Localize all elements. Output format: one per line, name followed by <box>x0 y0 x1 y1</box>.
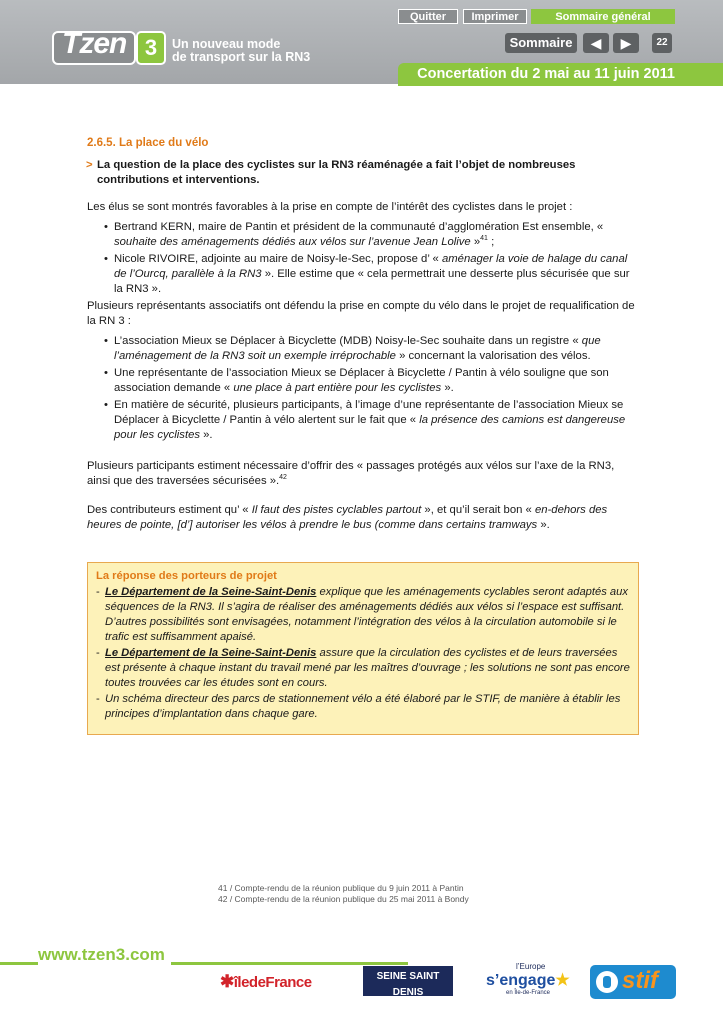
pedestrian-icon <box>596 971 618 993</box>
lead-text: La question de la place des cyclistes sur la RN3 réaménagée a fait l’objet de nombreuses contributions et interventions. <box>97 159 576 186</box>
list-item: - Un schéma directeur des parcs de stationnement vélo a été élaboré par le STIF, de manière à établir les principes d’implantation dans chaque gare. <box>96 693 621 720</box>
eu-star-icon: ★ <box>555 972 570 989</box>
list-item: • L’association Mieux se Déplacer à Bicyclette (MDB) Noisy-le-Sec souhaite dans un registre « que l’aménagement de la RN3 soit un exemple irréprochable » concernant la valorisation des vélos. <box>114 334 639 364</box>
associatifs-list <box>87 334 639 443</box>
chevron-right-icon: > <box>86 159 93 171</box>
footnote-ref: 42 <box>279 474 287 482</box>
sommaire-button[interactable]: Sommaire <box>505 33 577 53</box>
tagline-line-1: Un nouveau mode <box>172 37 281 51</box>
paragraph-contributeurs: Des contributeurs estiment qu’ « Il faut des pistes cyclables partout », et qu’il serait bon « en-dehors des heures de pointe, [d’] autoriser les vélos à prendre le bus (comme dans certains tramways ». <box>87 504 608 531</box>
list-item: - Le Département de la Seine-Saint-Denis assure que la circulation des cyclistes et de leurs traversées est présente à chaque instant du travail mené par les maîtres d’ouvrage ; les solutions ne sont pas encore toutes trouvées car les études sont en cours. <box>96 647 630 689</box>
europe-logo: l’Europe s’engage★ en Île-de-France <box>486 962 570 996</box>
response-box <box>87 562 639 735</box>
elus-list <box>87 220 639 297</box>
list-item: • Une représentante de l’association Mieux se Déplacer à Bicyclette / Pantin à vélo souligne que son association demande « une place à part entière pour les cyclistes ». <box>114 366 639 396</box>
page-number: 22 <box>652 33 672 53</box>
intro-associatifs: Plusieurs représentants associatifs ont défendu la prise en compte du vélo dans le projet de requalification de la RN 3 : <box>87 300 635 327</box>
lead-paragraph <box>87 158 639 188</box>
footnote-41: 41 / Compte-rendu de la réunion publique du 9 juin 2011 à Pantin <box>218 883 464 893</box>
list-item: • Nicole RIVOIRE, adjointe au maire de Noisy-le-Sec, propose d’ « aménager la voie de halage du canal de l’Ourcq, parallèle à la RN3 ». Elle estime que « cela permettrait une desserte plus sécurisée que sur la RN3 ». <box>114 252 639 297</box>
arrow-left-icon: ◀ <box>590 35 602 51</box>
footnote-ref: 41 <box>480 235 488 243</box>
main-content <box>87 136 639 533</box>
ile-de-france-logo: ✱îledeFrance <box>220 972 312 991</box>
paragraph-passages: Plusieurs participants estiment nécessaire d’offrir des « passages protégés aux vélos sur l’axe de la RN3, ainsi que des traversées sécurisées ».$^{42}$ <box>87 460 615 487</box>
tzen-logo-text: Tzen <box>62 27 127 60</box>
tzen-logo-number: 3 <box>136 31 166 65</box>
tagline <box>172 38 310 64</box>
website-link[interactable]: www.tzen3.com <box>38 945 171 965</box>
seine-saint-denis-logo: SEINE SAINT DENIS LE DÉPARTEMENT <box>363 966 453 996</box>
section-title: 2.6.5. La place du vélo <box>87 137 209 149</box>
summary-general-button[interactable]: Sommaire général <box>531 9 675 24</box>
idf-star-icon: ✱ <box>220 972 234 991</box>
print-button[interactable]: Imprimer <box>463 9 527 24</box>
concertation-dates: Concertation du 2 mai au 11 juin 2011 <box>417 66 675 82</box>
arrow-right-icon: ▶ <box>620 35 632 51</box>
footnotes <box>218 883 469 905</box>
response-box-title: La réponse des porteurs de projet <box>96 570 277 582</box>
stif-logo: stif <box>590 965 676 999</box>
quit-button[interactable]: Quitter <box>398 9 458 24</box>
previous-page-button[interactable] <box>583 33 609 53</box>
footnote-42: 42 / Compte-rendu de la réunion publique du 25 mai 2011 à Bondy <box>218 894 469 904</box>
next-page-button[interactable] <box>613 33 639 53</box>
list-item: - Le Département de la Seine-Saint-Denis explique que les aménagements cyclables seront adaptés aux séquences de la RN3. Il s’agira de réaliser des aménagements dédiés aux vélos si l’espace est suffisant. D’autres possibilités sont envisagées, notamment l’intégration des vélos à la circulation automobile si le trafic est suffisamment apaisé. <box>96 586 628 643</box>
tagline-line-2: de transport sur la RN3 <box>172 50 311 64</box>
list-item: • Bertrand KERN, maire de Pantin et président de la communauté d’agglomération Est ensemble, « souhaite des aménagements dédiés aux vélos sur l’avenue Jean Lolive »$^{41}$ ; <box>114 220 639 250</box>
list-item: • En matière de sécurité, plusieurs participants, à l’image d’une représentante de l’association Mieux se Déplacer à Bicyclette / Pantin à vélo alertent sur le fait que « la présence des camions est dangereuse pour les cyclistes ». <box>114 398 639 443</box>
intro-elus: Les élus se sont montrés favorables à la prise en compte de l’intérêt des cyclistes dans le projet : <box>87 201 573 213</box>
